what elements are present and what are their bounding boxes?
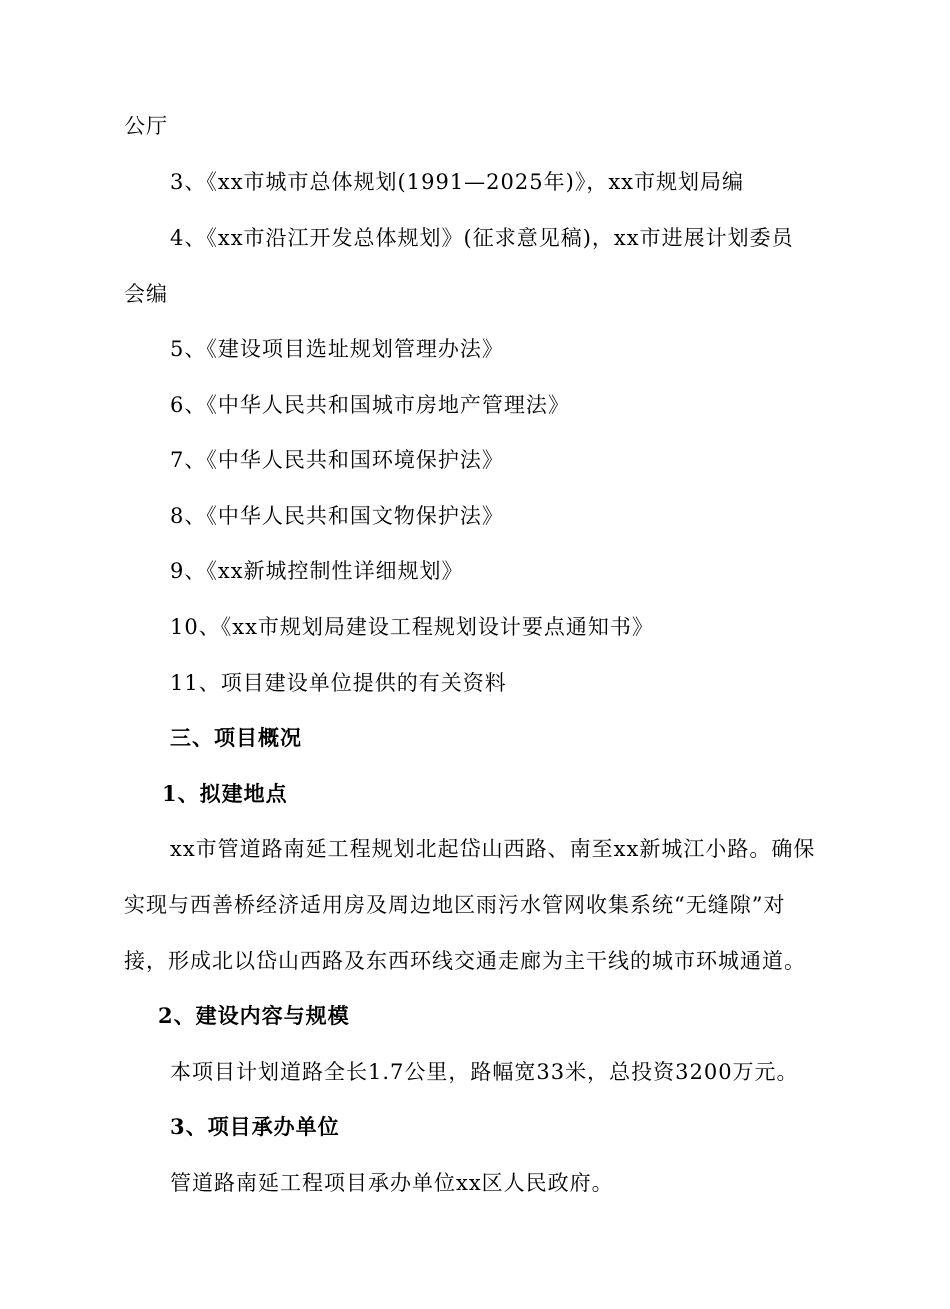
paragraph-undertaking-unit: 管道路南延工程项目承办单位xx区人民政府。 [170,1171,614,1195]
paragraph-location-line-2: 实现与西善桥经济适用房及周边地区雨污水管网收集系统“无缝隙”对 [124,893,786,917]
reference-item-6: 6、《中华人民共和国城市房地产管理法》 [170,393,570,417]
reference-item-10: 10、《xx市规划局建设工程规划设计要点通知书》 [170,615,654,639]
reference-item-3: 3、《xx市城市总体规划(1991—2025年)》，xx市规划局编 [170,170,745,194]
text-line-continuation-office: 公厅 [124,114,168,138]
reference-item-5: 5、《建设项目选址规划管理办法》 [170,337,504,361]
paragraph-scope: 本项目计划道路全长1.7公里，路幅宽33米，总投资3200万元。 [170,1060,799,1084]
subheading-undertaking-unit: 3、项目承办单位 [170,1114,340,1139]
reference-item-7: 7、《中华人民共和国环境保护法》 [170,448,504,472]
reference-item-9: 9、《xx新城控制性详细规划》 [170,559,464,583]
subheading-location: 1、拟建地点 [162,781,288,806]
reference-item-8: 8、《中华人民共和国文物保护法》 [170,504,504,528]
reference-item-11: 11、项目建设单位提供的有关资料 [170,671,507,695]
reference-item-4-continuation: 会编 [124,282,168,306]
paragraph-location-line-3: 接，形成北以岱山西路及东西环线交通走廊为主干线的城市环城通道。 [124,949,806,973]
reference-item-4: 4、《xx市沿江开发总体规划》(征求意见稿)，xx市进展计划委员 [170,226,794,250]
paragraph-location-line-1: xx市管道路南延工程规划北起岱山西路、南至xx新城江小路。确保 [170,837,816,861]
subheading-scope: 2、建设内容与规模 [158,1003,350,1028]
section-heading-project-overview: 三、项目概况 [170,725,302,750]
